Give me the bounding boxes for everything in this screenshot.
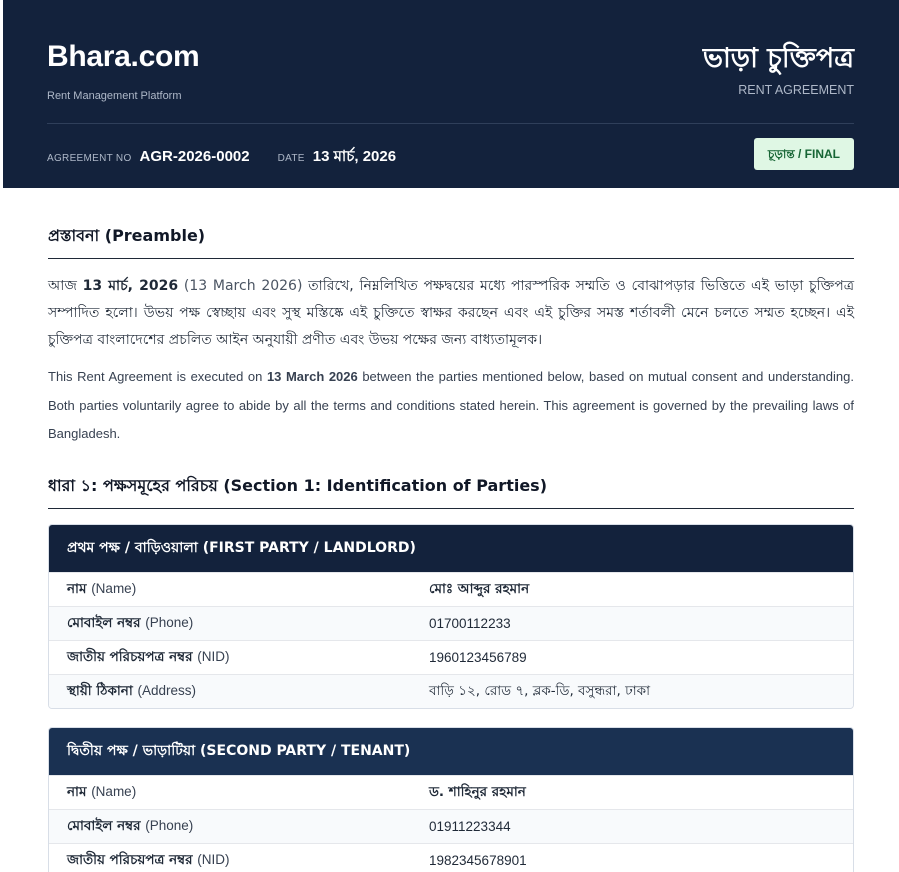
row-label <box>49 849 429 872</box>
landlord-name-row <box>49 572 853 606</box>
landlord-card <box>48 524 854 709</box>
label-bn: স্থায়ী ঠিকানা <box>67 682 133 699</box>
preamble-bn-intro: আজ <box>48 278 83 294</box>
tenant-name-value: ড. শাহিনুর রহমান <box>429 783 526 800</box>
landlord-phone-row <box>49 606 853 640</box>
row-label <box>49 646 429 669</box>
status-badge: চূড়ান্ত / FINAL <box>754 138 854 170</box>
brand-logo[interactable]: Bhara.com <box>47 40 200 73</box>
tenant-nid-value: 1982345678901 <box>429 852 527 868</box>
label-bn: জাতীয় পরিচয়পত্র নম্বর <box>67 851 193 868</box>
row-label <box>49 815 429 838</box>
agreement-no-value: AGR-2026-0002 <box>139 148 250 165</box>
tenant-card-heading: দ্বিতীয় পক্ষ / ভাড়াটিয়া (SECOND PARTY / TENANT) <box>49 728 853 775</box>
label-en: (Address) <box>137 682 196 698</box>
label-bn: মোবাইল নম্বর <box>67 614 141 631</box>
label-bn: মোবাইল নম্বর <box>67 817 141 834</box>
preamble-english-paragraph <box>48 363 854 449</box>
date-label: DATE <box>277 153 305 164</box>
landlord-nid-row <box>49 640 853 674</box>
document-body <box>48 188 854 872</box>
agreement-meta <box>47 145 424 170</box>
tenant-phone-value: 01911223344 <box>429 818 511 834</box>
landlord-address-row <box>49 674 853 708</box>
label-en: (Phone) <box>145 614 194 630</box>
preamble-bn-date-en: (13 March 2026) <box>178 278 309 294</box>
label-en: (NID) <box>197 648 230 664</box>
label-en: (Phone) <box>145 817 194 833</box>
label-en: (Name) <box>91 580 137 596</box>
preamble-heading: প্রস্তাবনা (Preamble) <box>48 223 854 259</box>
label-en: (NID) <box>197 851 230 867</box>
label-bn: নাম <box>67 783 87 800</box>
landlord-name-value: মোঃ আব্দুর রহমান <box>429 580 530 597</box>
preamble-bangla-paragraph <box>48 273 854 354</box>
row-label <box>49 612 429 635</box>
preamble-bn-body: তারিখে, নিম্নলিখিত পক্ষদ্বয়ের মধ্যে পারস্পরিক সম্মতি ও বোঝাপড়ার ভিত্তিতে এই ভাড়া চুক্তিপত্র সম্পাদিত হলো। উভয় পক্ষ স্বেচ্ছায় এবং সুস্থ মস্তিষ্কে এই চুক্তিতে স্বাক্ষর করছেন এবং এই চুক্তির সমস্ত শর্তাবলী মেনে চলতে সম্মত হচ্ছেন। এই চুক্তিপত্র বাংলাদেশের প্রচলিত আইন অনুযায়ী প্রণীত এবং উভয় পক্ষের জন্য বাধ্যতামূলক। <box>48 278 854 348</box>
tenant-name-row <box>49 775 853 809</box>
tenant-nid-row <box>49 843 853 872</box>
row-label <box>49 680 429 703</box>
landlord-nid-value: 1960123456789 <box>429 649 527 665</box>
section-1-heading: ধারা ১: পক্ষসমূহের পরিচয় (Section 1: Identification of Parties) <box>48 473 854 509</box>
preamble-bn-date: 13 মার্চ, 2026 <box>82 278 179 294</box>
document-subtitle: RENT AGREEMENT <box>738 83 854 97</box>
preamble-en-intro: This Rent Agreement is executed on <box>48 369 267 384</box>
label-bn: নাম <box>67 580 87 597</box>
header-divider <box>47 123 854 124</box>
label-bn: জাতীয় পরিচয়পত্র নম্বর <box>67 648 193 665</box>
tenant-phone-row <box>49 809 853 843</box>
brand-tagline: Rent Management Platform <box>47 90 182 102</box>
document-title: ভাড়া চুক্তিপত্র <box>702 43 854 74</box>
row-label <box>49 781 429 804</box>
agreement-no-label: AGREEMENT NO <box>47 153 132 164</box>
document-header <box>3 0 899 188</box>
preamble-en-body: between the parties mentioned below, based on mutual consent and understanding. Both parties voluntarily agree to abide by all the terms and conditions stated herein. This agreement is governed by the prevailing laws of Bangladesh. <box>48 369 854 441</box>
row-label <box>49 578 429 601</box>
preamble-en-date: 13 March 2026 <box>266 369 358 384</box>
landlord-address-value: বাড়ি ১২, রোড ৭, ব্লক-ডি, বসুন্ধরা, ঢাকা <box>429 682 650 699</box>
landlord-phone-value: 01700112233 <box>429 615 511 631</box>
label-en: (Name) <box>91 783 137 799</box>
date-value: 13 মার্চ, 2026 <box>312 148 397 165</box>
tenant-card <box>48 727 854 872</box>
landlord-card-heading: প্রথম পক্ষ / বাড়িওয়ালা (FIRST PARTY / LANDLORD) <box>49 525 853 572</box>
